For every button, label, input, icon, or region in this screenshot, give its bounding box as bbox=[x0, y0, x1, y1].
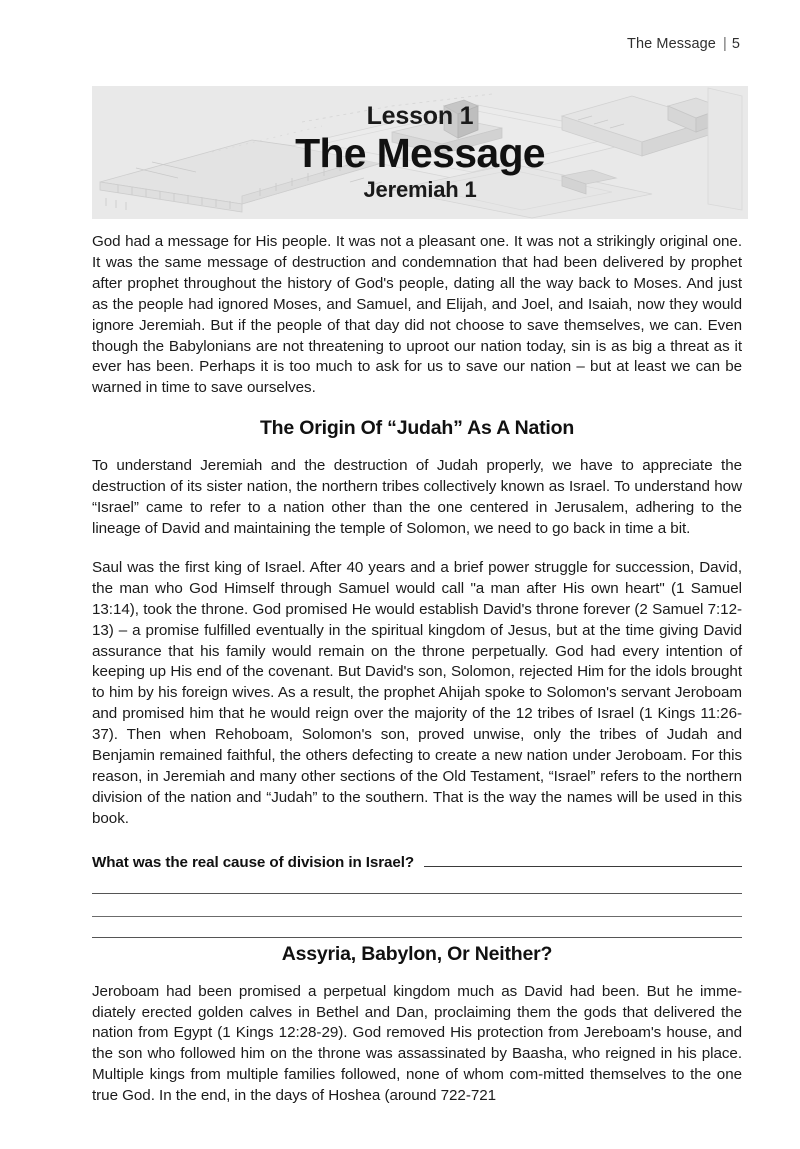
banner-lesson-number: Lesson 1 bbox=[366, 101, 474, 130]
section-heading-assyria-babylon: Assyria, Babylon, Or Neither? bbox=[281, 942, 553, 965]
header-title: The Message bbox=[627, 36, 716, 52]
answer-blank-inline[interactable] bbox=[424, 863, 742, 867]
question-row bbox=[92, 854, 742, 871]
header-separator: | bbox=[722, 36, 727, 52]
section-two-paragraph-1: Jeroboam had been promised a perpetual kingdom much as David had been. But he imme-diately erected golden calves in Bethel and Dan, proclaiming them the gods that delivered the nation from Egypt (1 Kings 12:28-29). God removed His protection from Jereboam's house, and the son who followed him on the throne was assassinated by Baasha, who reigned in his place. Multiple kings from multiple families followed, none of whom com-mitted themselves to the one true God. In the end, in the days of Hoshea (around 722-721 bbox=[92, 982, 742, 1105]
answer-line-1[interactable] bbox=[92, 871, 742, 894]
banner-lesson-title: The Message bbox=[295, 129, 545, 176]
header-page-number: 5 bbox=[731, 36, 740, 52]
section-divider bbox=[92, 937, 742, 938]
intro-paragraph: God had a message for His people. It was not a pleasant one. It was not a strikingly original one. It was the same message of destruction and condemnation that had been delivered by prophet after prophet throughout the history of God's people, dating all the way back to Moses. And just as the people had ignored Moses, and Samuel, and Elijah, and Joel, and Isaiah, now they would ignore Jeremiah. But if the people of that day did not choose to save themselves, we can. Even though the Babylonians are not threatening to uproot our nation today, sin is as big a threat as it ever has been. Perhaps it is too much to ask for us to save our nation – but at least we can be warned in time to save ourselves. bbox=[92, 233, 742, 397]
fill-in-question-block bbox=[92, 854, 742, 917]
page-body bbox=[92, 232, 742, 1107]
section-one-paragraph-1: To understand Jeremiah and the destruction of Judah properly, we have to appreciate the destruction of its sister nation, the northern tribes collectively known as Israel. To understand how “Israel” came to refer to a nation other than the one centered in Jerusalem, adhering to the lineage of David and maintaining the temple of Solomon, we need to go back in time a bit. bbox=[92, 457, 742, 537]
question-prompt: What was the real cause of division in Israel? bbox=[92, 853, 415, 871]
banner-scripture-reference: Jeremiah 1 bbox=[363, 177, 477, 203]
lesson-banner bbox=[92, 86, 748, 219]
banner-text-group bbox=[92, 86, 748, 219]
section-heading-origin-of-judah: The Origin Of “Judah” As A Nation bbox=[259, 417, 575, 440]
running-header bbox=[92, 36, 740, 58]
answer-line-2[interactable] bbox=[92, 894, 742, 917]
section-one-paragraph-2: Saul was the first king of Israel. After 40 years and a brief power struggle for succession, David, the man who God Himself through Samuel would call "a man after His own heart" (1 Samuel 13:14), took the throne. God promised He would establish David's throne forever (2 Samuel 7:12-13) – a promise fulfilled eventually in the spiritual kingdom of Jesus, but at the time giving David assurance that his family would remain on the throne perpetually. God had every intention of keeping up His end of the covenant. But David's son, Solomon, rejected Him for the idols brought to him by his foreign wives. As a result, the prophet Ahijah spoke to Solomon's servant Jeroboam and promised him that he would reign over the majority of the 12 tribes of Israel (1 Kings 11:26-37). Then when Rehoboam, Solomon's son, proved unwise, only the tribes of Judah and Benjamin remained faithful, the others defecting to create a new nation under Jeroboam. For this reason, in Jeremiah and many other sections of the Old Testament, “Israel” refers to the northern division of the nation and “Judah” to the southern. That is the way the names will be used in this book. bbox=[92, 558, 742, 827]
